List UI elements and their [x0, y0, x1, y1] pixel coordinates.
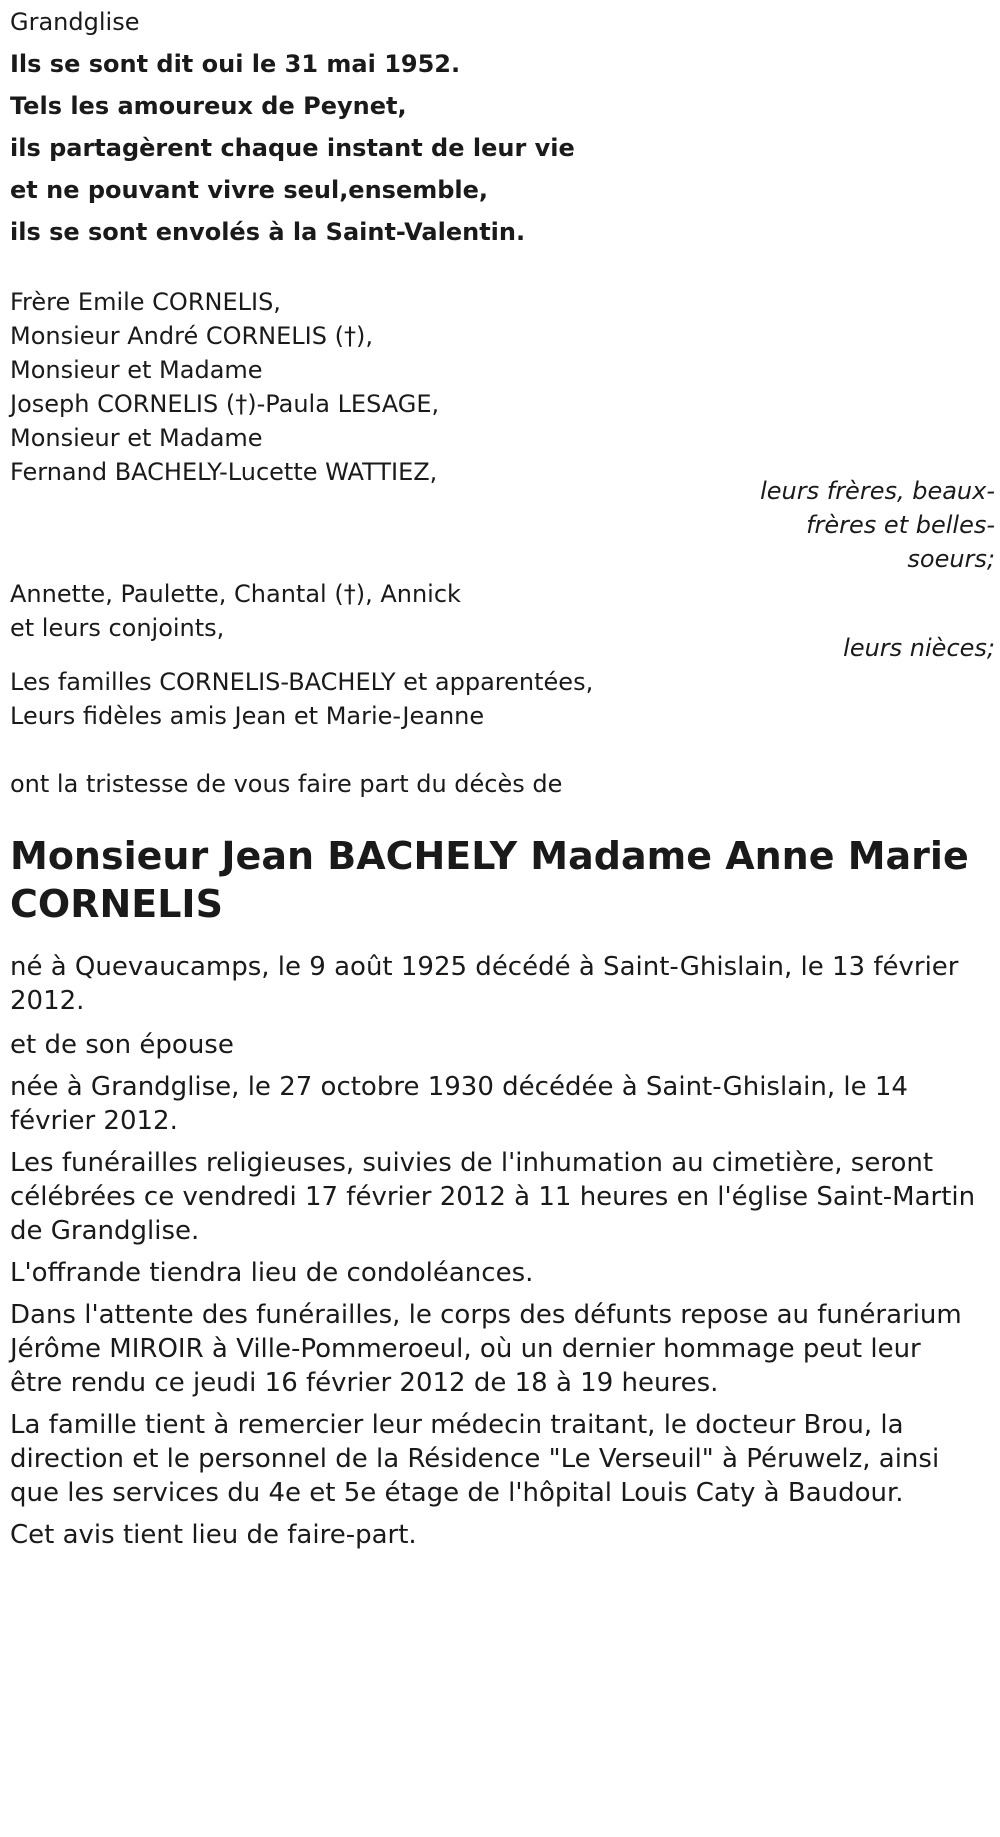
paragraph-line: célébrées ce vendredi 17 février 2012 à 11 heures en l'église Saint-Martin [10, 1182, 976, 1212]
role-line: leurs nièces; [843, 634, 995, 662]
relative-line: et leurs conjoints, [10, 614, 225, 642]
relative-line: Frère Emile CORNELIS, [10, 288, 281, 316]
paragraph-line: La famille tient à remercier leur médecin traitant, le docteur Brou, la [10, 1410, 904, 1440]
siblings-role [625, 474, 995, 576]
place-label: Grandglise [10, 8, 140, 36]
paragraph-line: Les funérailles religieuses, suivies de l'inhumation au cimetière, seront [10, 1148, 934, 1178]
poem-line: et ne pouvant vivre seul,ensemble, [10, 176, 489, 204]
paragraph-line: que les services du 4e et 5e étage de l'hôpital Louis Caty à Baudour. [10, 1478, 904, 1508]
relative-line: Monsieur et Madame [10, 356, 263, 384]
paragraph-line: né à Quevaucamps, le 9 août 1925 décédé à Saint-Ghislain, le 13 février [10, 952, 959, 982]
paragraph-line: Cet avis tient lieu de faire-part. [10, 1520, 417, 1550]
paragraph-line: Dans l'attente des funérailles, le corps des défunts repose au funérarium [10, 1300, 962, 1330]
relative-line: Leurs fidèles amis Jean et Marie-Jeanne [10, 702, 485, 730]
funeral-paragraph [10, 1146, 975, 1248]
poem-line: ils se sont envolés à la Saint-Valentin. [10, 218, 526, 246]
viewing-paragraph [10, 1298, 962, 1400]
paragraph-line: Jérôme MIROIR à Ville-Pommeroeul, où un dernier hommage peut leur [10, 1334, 921, 1364]
deceased-title-line: CORNELIS [10, 882, 223, 926]
paragraph-line: L'offrande tiendra lieu de condoléances. [10, 1258, 534, 1288]
role-line: frères et belles- [806, 511, 995, 539]
role-line: soeurs; [907, 545, 995, 573]
paragraph-line: février 2012. [10, 1106, 178, 1136]
paragraph-line: de Grandglise. [10, 1216, 200, 1246]
spouse-intro-paragraph [10, 1028, 234, 1062]
relative-line: Monsieur et Madame [10, 424, 263, 452]
deceased-title-line: Monsieur Jean BACHELY Madame Anne Marie [10, 834, 969, 878]
paragraph-line: 2012. [10, 986, 85, 1016]
role-line: leurs frères, beaux- [760, 477, 995, 505]
poem-line: Ils se sont dit oui le 31 mai 1952. [10, 50, 461, 78]
relative-line: Les familles CORNELIS-BACHELY et apparentées, [10, 668, 594, 696]
paragraph-line: direction et le personnel de la Résidence "Le Verseuil" à Péruwelz, ainsi [10, 1444, 940, 1474]
spouse-birth-death-paragraph [10, 1070, 908, 1138]
poem-line: ils partagèrent chaque instant de leur vie [10, 134, 575, 162]
closing-paragraph [10, 1518, 417, 1552]
paragraph-line: et de son épouse [10, 1030, 234, 1060]
deceased-title [10, 832, 995, 928]
relative-line: Annette, Paulette, Chantal (†), Annick [10, 580, 461, 608]
paragraph-line: être rendu ce jeudi 16 février 2012 de 18 à 19 heures. [10, 1368, 719, 1398]
thanks-paragraph [10, 1408, 939, 1510]
paragraph-line: née à Grandglise, le 27 octobre 1930 décédée à Saint-Ghislain, le 14 [10, 1072, 908, 1102]
nieces-role [625, 628, 995, 668]
relative-line: Fernand BACHELY-Lucette WATTIEZ, [10, 458, 438, 486]
relative-line: Monsieur André CORNELIS (†), [10, 322, 373, 350]
announcement-text: ont la tristesse de vous faire part du décès de [10, 770, 563, 798]
offering-paragraph [10, 1256, 533, 1290]
relative-line: Joseph CORNELIS (†)-Paula LESAGE, [10, 390, 440, 418]
birth-death-paragraph [10, 950, 958, 1018]
poem-line: Tels les amoureux de Peynet, [10, 92, 407, 120]
